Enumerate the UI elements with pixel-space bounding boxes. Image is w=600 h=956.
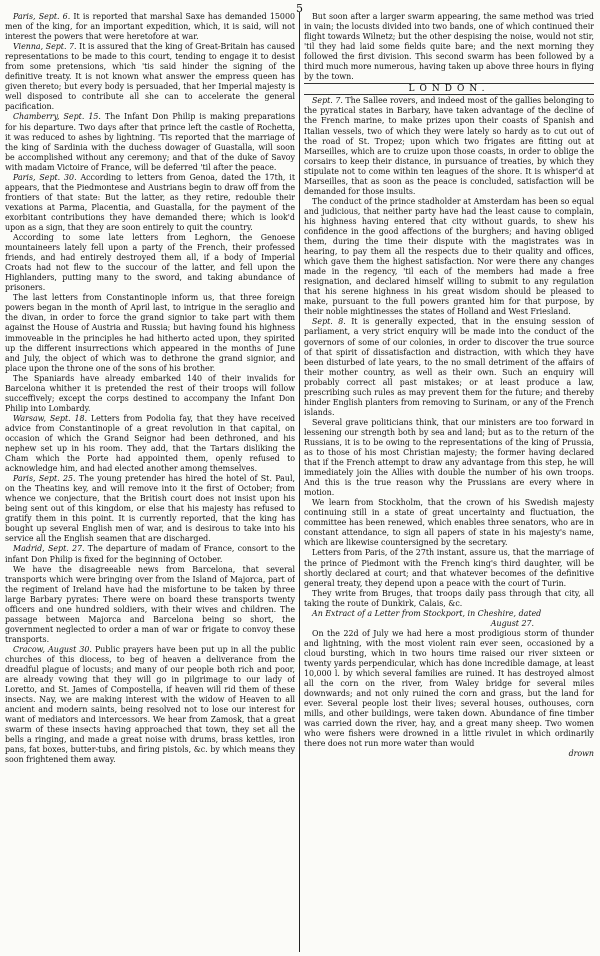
dateline: Warsaw, Sept. 18. xyxy=(13,413,88,423)
column-divider xyxy=(299,12,300,952)
dateline: Madrid, Sept. 27. xyxy=(13,544,85,554)
dateline: Sept. 8. xyxy=(312,317,346,327)
paragraph-text: The Infant Don Philip is making preparations for his departure. Two days after that prince left the castle of Rochetta, it was reduced to ashes by lightning. 'Tis reported that the marriage of the king of Sardinia with the duchess dowager of Guastalla, will soon be accomplished without any ceremony; and that of the duke of Savoy with madam Victoire of France, will be deferred 'til after the peace. xyxy=(5,112,295,172)
paragraph-text: The Spaniards have already embarked 140 of their invalids for Barcelona whither it is pretended the rest of their troops will follow succeffively; except the corps destined to accompany the Infant Don Philip into Lombardy. xyxy=(5,373,295,413)
paragraph-text: According to some late letters from Leghorn, the Genoese mountaineers lately fell upon a party of the French, their professed friends, and had entirely destroyed them all, if a body of Imperial Croats had not flew to the succour of the latter, and fell upon the Highlanders, putting many to the sword, and taking abundance of prisoners. xyxy=(5,233,295,293)
paragraph-text: It is generally expected, that in the ensuing session of parliament, a very strict enquiry will be made into the conduct of the governors of some of our colonies, in order to discover the true source of that spirit of dissatisfaction and distraction, with which they have been disturbed of late years, to the no small detriment of the affairs of their mother country, as well as their own. Such an enquiry will probably correct all past mistakes; or at least produce a law, prescribing such rules as may prevent them for the future; and thereby hinder English planters from removing to Surinam, or any of the French islands. xyxy=(304,317,594,417)
news-paragraph xyxy=(304,418,594,498)
paragraph-text: The Sallee rovers, and indeed most of the gallies belonging to the pyratical states in Barbary, have taken advantage of the decline of the French marine, to make prizes upon their coasts of Spanish and Italian vessels, two of which they were lately so hardy as to cut out of the road of St. Tropez; upon which two frigates are fitting out at Marseilles, which are to cruize upon those coasts, in order to oblige the corsairs to keep their distance, in pursuance of treaties, by which they stipulate not to come within ten leagues of the shore. It is whisper'd at Marseilles, that as soon as the peace is concluded, satisfaction will be demanded for those insults. xyxy=(304,96,594,196)
dateline: Paris, Sept. 6. xyxy=(13,12,71,21)
news-paragraph xyxy=(5,374,295,414)
news-paragraph xyxy=(304,197,594,318)
news-paragraph xyxy=(5,173,295,233)
news-paragraph xyxy=(5,544,295,564)
news-paragraph xyxy=(5,12,295,42)
paragraph-text: Several grave politicians think, that our ministers are too forward in lessening our strength both by sea and land; but as to the return of the Russians, it is to be owing to the representations of the king of Prussia, as to those of his most Christian majesty; the former having declared that if the French attempt to draw any advantage from this step, he will immediately join the Allies with double the number of his own troops. And this is the true reason why the Prussians are every where in motion. xyxy=(304,417,594,498)
left-column xyxy=(5,12,295,956)
extract-date: August 27. xyxy=(490,618,534,628)
foreign-news-continued xyxy=(304,12,594,82)
paragraph-text: The young pretender has hired the hotel of St. Paul, on the Theatins key, and will remove into it the first of October; from whence we conjecture, that the British court does not insist upon his being sent out of this kingdom, or else that his majesty has refused to gratify them in this point. It is currently reported, that the king has bought up several English men of war, and is desirous to take into his service all the English seamen that are discharged. xyxy=(5,474,295,544)
dateline: Sept. 7. xyxy=(312,96,343,106)
paragraph-text: According to letters from Genoa, dated the 17th, it appears, that the Piedmontese and Austrians begin to draw off from the frontiers of that state: But the latter, as they retire, redouble their vexations at Parma, Placentia, and Guastalla, for the payment of the exorbitant contributions they have demanded there; which is look'd upon as a sign, that they are soon entirely to quit the country. xyxy=(5,172,295,232)
paragraph-text: It is assured that the king of Great-Britain has caused representations to be made to this court, tending to engage it to desist from some pretensions, which 'tis said hinder the signing of the definitive treaty. It is not known what answer the empress queen has given thereto; but every body is persuaded, that her Imperial majesty is well disposed to contribute all she can to accelerate the general pacification. xyxy=(5,42,295,112)
news-paragraph xyxy=(304,12,594,82)
paragraph-text: The departure of madam of France, consort to the infant Don Philip is fixed for the beginning of October. xyxy=(5,544,295,564)
news-paragraph xyxy=(5,233,295,293)
dateline: Paris, Sept. 30. xyxy=(13,172,77,182)
news-paragraph xyxy=(5,42,295,112)
news-paragraph xyxy=(5,565,295,645)
news-paragraph xyxy=(5,645,295,766)
paragraph-text: The last letters from Constantinople inform us, that three foreign powers began in the month of April last, to intrigue in the seraglio and the divan, in order to force the grand signior to take part with them against the House of Austria and Russia; but having found his highness immoveable in the principles he had hitherto acted upon, they spirited up the different insurrections which appeared in the months of June and July, the object of which was to dethrone the grand signior, and place upon the throne one of the sons of his brother. xyxy=(5,293,295,373)
news-paragraph xyxy=(5,474,295,544)
section-heading-london: LONDON. xyxy=(304,83,594,95)
paragraph-text: Public prayers have been put up in all the public churches of this diocess, to beg of heaven a deliverance from the dreadful plague of locusts; and many of our people both rich and poor, are already vowing that they will go in pilgrimage to our lady of Loretto, and St. James of Compostella, if heaven will rid them of these insects. Nay, we are making interest with the widow of Heaven to all ancient and modern saints, being resolved not to lose our interest for want of mediators and intercessors. We hear from Zamosk, that a great swarm of these insects having approached that town, they set all the bells a ringing, and made a great noise with drums, brass kettles, iron pans, fat boxes, butter-tubs, and firing pistols, &c. by which means they soon frightened them away. xyxy=(5,644,295,765)
catchword: drown xyxy=(568,749,594,759)
news-paragraph xyxy=(304,317,594,417)
paragraph-text: The conduct of the prince stadholder at Amsterdam has been so equal and judicious, that neither party have had the least cause to complain, his highness having entered that city without guards, to shew his confidence in the good affections of the burghers; and having obliged them, during the time their dispute with the magistrates was in hearing, to pay them all the respects due to their quality and offices, which gave them the highest satisfaction. Nor were there any changes made in the regency, 'til each of the members had made a free resignation, and declared himself willing to submit to any regulation that his serene highness in his great wisdom should be pleased to make, pursuant to the full powers granted him for that purpose, by their noble mightinesses the states of Holland and West Friesland. xyxy=(304,196,594,317)
news-paragraph xyxy=(304,96,594,196)
right-column xyxy=(304,12,594,956)
news-paragraph xyxy=(304,548,594,588)
dateline: Paris, Sept. 25. xyxy=(13,474,76,484)
page-number: 5 xyxy=(296,2,304,15)
extract-heading: An Extract of a Letter from Stockport, in Cheshire, dated xyxy=(312,608,542,618)
paragraph-text: But soon after a larger swarm appearing, the same method was tried in vain; the locusts divided into two bands, one of which continued their flight towards Wilnetz; but the other despising the noise, would not stir, 'til they had laid some fields quite bare; and the next morning they followed the first division. This second swarm has been followed by a third much more numerous, having taken up above three hours in flying by the town. xyxy=(304,12,594,82)
dateline: Vienna, Sept. 7. xyxy=(13,42,77,52)
paragraph-text: They write from Bruges, that troops daily pass through that city, all taking the route of Dunkirk, Calais, &c. xyxy=(304,588,594,608)
london-news xyxy=(304,96,594,608)
news-paragraph xyxy=(5,414,295,474)
paragraph-text: We have the disagreeable news from Barcelona, that several transports which were bringing over from the Island of Majorca, part of the regiment of Ireland have had the misfortune to be taken by three large Barbary pyrates: There were on board these transports twenty officers and one hundred soldiers, with their wives and children. The passage between Majorca and Barcelona being so short, the government neglected to order a man of war or frigate to convoy these transports. xyxy=(5,564,295,644)
dateline: Chamberry, Sept. 15. xyxy=(13,112,101,122)
extract-body: On the 22d of July we had here a most prodigious storm of thunder and lightning, with the most violent rain ever seen, occasioned by a cloud bursting, which in two hours time raised our river sixteen or twenty yards perpendicular, which has done incredible damage, at least 10,000 l. by which several families are ruined. It has destroyed almost all the corn on the river, from Waley bridge for several miles downwards; and not only ruined the corn and grass, but the land for ever. Several people lost their lives; several houses, outhouses, corn mills, and other buildings, were taken down. Abundance of fine timber was carried down the river, hay, and a great many sheep. Two women who were fishers were drowned in a little rivulet in which ordinarily there does not run more water than would xyxy=(304,628,594,749)
news-paragraph xyxy=(5,293,295,373)
paragraph-text: Letters from Podolia fay, that they have received advice from Constantinople of a great revolution in that capital, on occasion of which the Grand Seignor had been dethroned, and his nephew set up in his room. They add, that the Tartars disliking the Cham which the Porte had appointed them, openly refused to acknowledge him, and had elected another among themselves. xyxy=(5,413,295,474)
dateline: Cracow, August 30. xyxy=(13,644,92,654)
paragraph-text: It is reported that marshal Saxe has demanded 15000 men of the king, for an important expedition, which, it is said, will not interest the powers that were heretofore at war. xyxy=(5,12,295,42)
paragraph-text: Letters from Paris, of the 27th instant, assure us, that the marriage of the prince of Piedmont with the French king's third daughter, will be shortly declared at court; and that whatever becomes of the definitive general treaty, they depend upon a peace with the court of Turin. xyxy=(304,548,594,588)
news-paragraph xyxy=(304,589,594,609)
paragraph-text: We learn from Stockholm, that the crown of his Swedish majesty continuing still in a state of great uncertainty and fluctuation, the committee has been renewed, which enables three senators, who are in constant attendance, to sign all papers of state in his majesty's name, which are likewise countersigned by the secretary. xyxy=(304,498,594,548)
news-paragraph xyxy=(304,498,594,548)
news-paragraph xyxy=(5,112,295,172)
